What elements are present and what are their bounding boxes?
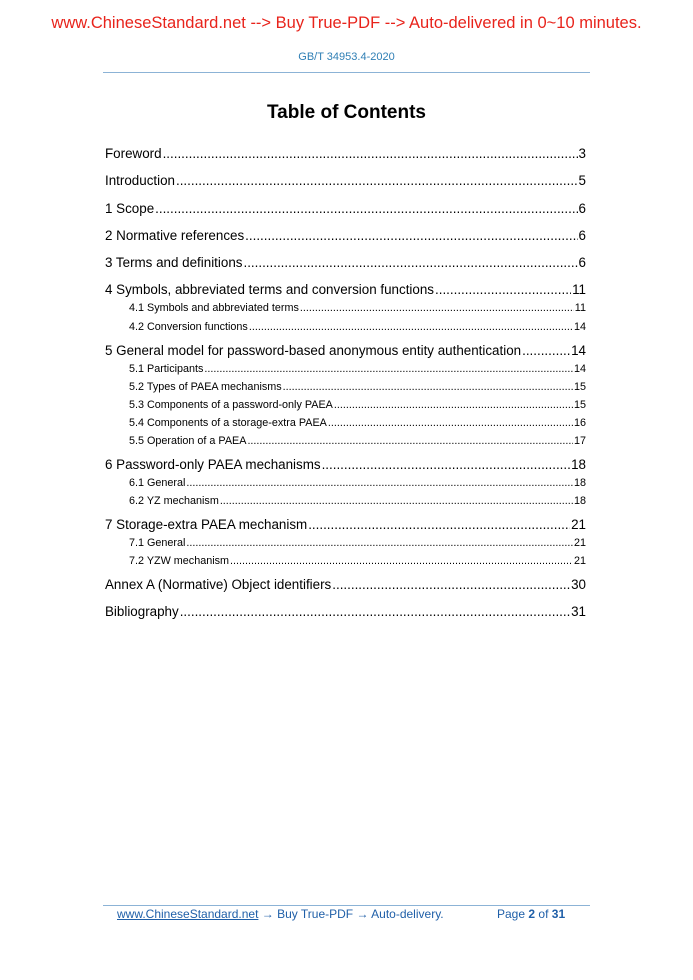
- toc-entry[interactable]: [105, 516, 586, 536]
- toc-subentry[interactable]: [105, 494, 586, 516]
- toc-entry-title: 2 Normative references: [105, 227, 245, 243]
- toc-entry-title: 6.2 YZ mechanism: [129, 495, 219, 508]
- page-total: 31: [551, 907, 566, 921]
- toc-leader: [176, 172, 578, 190]
- toc-entry-page: 5: [578, 173, 586, 189]
- toc-entry-page: 14: [573, 320, 586, 333]
- toc-entry-page: 16: [573, 416, 586, 429]
- arrow-icon: →: [356, 907, 369, 921]
- toc-entry-title: 5.5 Operation of a PAEA: [129, 434, 247, 447]
- toc-leader: [322, 456, 571, 474]
- toc-entry[interactable]: [105, 172, 586, 199]
- toc-subentry[interactable]: [105, 301, 586, 319]
- toc-leader: [249, 320, 573, 334]
- toc-entry-page: 21: [573, 555, 586, 568]
- toc-entry-title: 4.2 Conversion functions: [129, 320, 248, 333]
- toc-leader: [308, 516, 570, 534]
- toc-entry[interactable]: [105, 456, 586, 476]
- toc-entry-page: 3: [578, 146, 586, 161]
- site-link[interactable]: www.ChineseStandard.net: [117, 907, 259, 921]
- toc-entry[interactable]: [105, 145, 586, 172]
- toc-leader: [334, 398, 573, 412]
- toc-leader: [243, 254, 577, 272]
- footer: [117, 907, 587, 921]
- toc-leader: [245, 227, 577, 245]
- page-of: of: [538, 907, 549, 921]
- page-indicator: [497, 907, 565, 921]
- toc-entry-page: 11: [572, 282, 586, 298]
- toc-entry-title: Introduction: [105, 173, 175, 189]
- toc-entry-title: 4.1 Symbols and abbreviated terms: [129, 302, 299, 315]
- arrow-icon: →: [261, 907, 274, 921]
- toc-entry-page: 30: [571, 577, 586, 593]
- toc-entry-page: 15: [573, 380, 586, 393]
- toc-entry-page: 15: [573, 398, 586, 411]
- toc-entry-page: 18: [571, 456, 586, 472]
- toc-entry-title: 6 Password-only PAEA mechanisms: [105, 456, 321, 472]
- toc-entry-title: 5.1 Participants: [129, 362, 204, 375]
- toc-entry-title: 5.2 Types of PAEA mechanisms: [129, 380, 282, 393]
- toc-leader: [220, 494, 573, 508]
- toc-entry-page: 14: [573, 362, 586, 375]
- toc-leader: [230, 554, 573, 568]
- toc-leader: [328, 416, 573, 430]
- toc-entry-page: 18: [573, 495, 586, 508]
- toc-leader: [155, 200, 577, 218]
- toc-entry-title: 5.4 Components of a storage-extra PAEA: [129, 416, 327, 429]
- toc-leader: [332, 576, 570, 594]
- toc-entry-title: 4 Symbols, abbreviated terms and conversion functions: [105, 282, 434, 298]
- footer-divider: [103, 905, 590, 906]
- toc-entry[interactable]: [105, 200, 586, 227]
- toc-entry-page: 21: [571, 517, 586, 533]
- toc-leader: [247, 434, 573, 448]
- table-of-contents: [105, 145, 586, 631]
- toc-leader: [204, 362, 573, 376]
- toc-leader: [435, 281, 571, 299]
- toc-entry-page: 11: [574, 302, 586, 315]
- delivery-text: Auto-delivery.: [371, 907, 444, 921]
- toc-subentry[interactable]: [105, 416, 586, 434]
- toc-entry-title: Foreword: [105, 146, 162, 161]
- toc-entry-page: 31: [571, 604, 586, 620]
- toc-leader: [163, 145, 578, 163]
- toc-subentry[interactable]: [105, 320, 586, 342]
- toc-entry[interactable]: [105, 603, 586, 630]
- toc-entry-page: 17: [573, 434, 586, 447]
- toc-entry-page: 21: [573, 537, 586, 550]
- toc-entry[interactable]: [105, 342, 586, 362]
- toc-leader: [180, 603, 570, 621]
- toc-entry-title: 3 Terms and definitions: [105, 255, 243, 271]
- buy-link[interactable]: Buy True-PDF: [277, 907, 354, 921]
- toc-leader: [300, 301, 574, 315]
- toc-subentry[interactable]: [105, 380, 586, 398]
- toc-entry-title: 7 Storage-extra PAEA mechanism: [105, 517, 308, 533]
- toc-entry[interactable]: [105, 254, 586, 281]
- toc-entry-page: 18: [573, 476, 586, 489]
- toc-entry-title: Annex A (Normative) Object identifiers: [105, 577, 332, 593]
- toc-entry-title: 7.1 General: [129, 537, 186, 550]
- header-divider: [103, 72, 590, 73]
- toc-title: Table of Contents: [266, 102, 427, 123]
- toc-entry-title: 6.1 General: [129, 476, 186, 489]
- toc-entry[interactable]: [105, 227, 586, 254]
- toc-entry-page: 6: [578, 200, 586, 216]
- toc-subentry[interactable]: [105, 554, 586, 576]
- standard-code: GB/T 34953.4-2020: [298, 51, 395, 63]
- toc-subentry[interactable]: [105, 536, 586, 554]
- toc-subentry[interactable]: [105, 398, 586, 416]
- toc-entry-title: Bibliography: [105, 604, 179, 620]
- toc-subentry[interactable]: [105, 476, 586, 494]
- toc-entry-page: 14: [571, 342, 586, 358]
- toc-entry-page: 6: [578, 227, 586, 243]
- toc-entry[interactable]: [105, 281, 586, 301]
- page-label: Page: [497, 907, 526, 921]
- toc-entry[interactable]: [105, 576, 586, 603]
- toc-entry-title: 1 Scope: [105, 200, 155, 216]
- page-current: 2: [528, 907, 536, 921]
- toc-entry-title: 7.2 YZW mechanism: [129, 555, 230, 568]
- toc-leader: [186, 536, 573, 550]
- toc-leader: [186, 476, 573, 490]
- top-banner[interactable]: www.ChineseStandard.net --> Buy True-PDF --> Auto-delivered in 0~10 minutes.: [51, 14, 642, 32]
- toc-subentry[interactable]: [105, 434, 586, 456]
- toc-leader: [522, 342, 570, 360]
- toc-leader: [283, 380, 573, 394]
- toc-entry-title: 5.3 Components of a password-only PAEA: [129, 398, 333, 411]
- toc-entry-page: 6: [578, 255, 586, 271]
- toc-subentry[interactable]: [105, 362, 586, 380]
- toc-entry-title: 5 General model for password-based anonymous entity authentication: [105, 342, 522, 358]
